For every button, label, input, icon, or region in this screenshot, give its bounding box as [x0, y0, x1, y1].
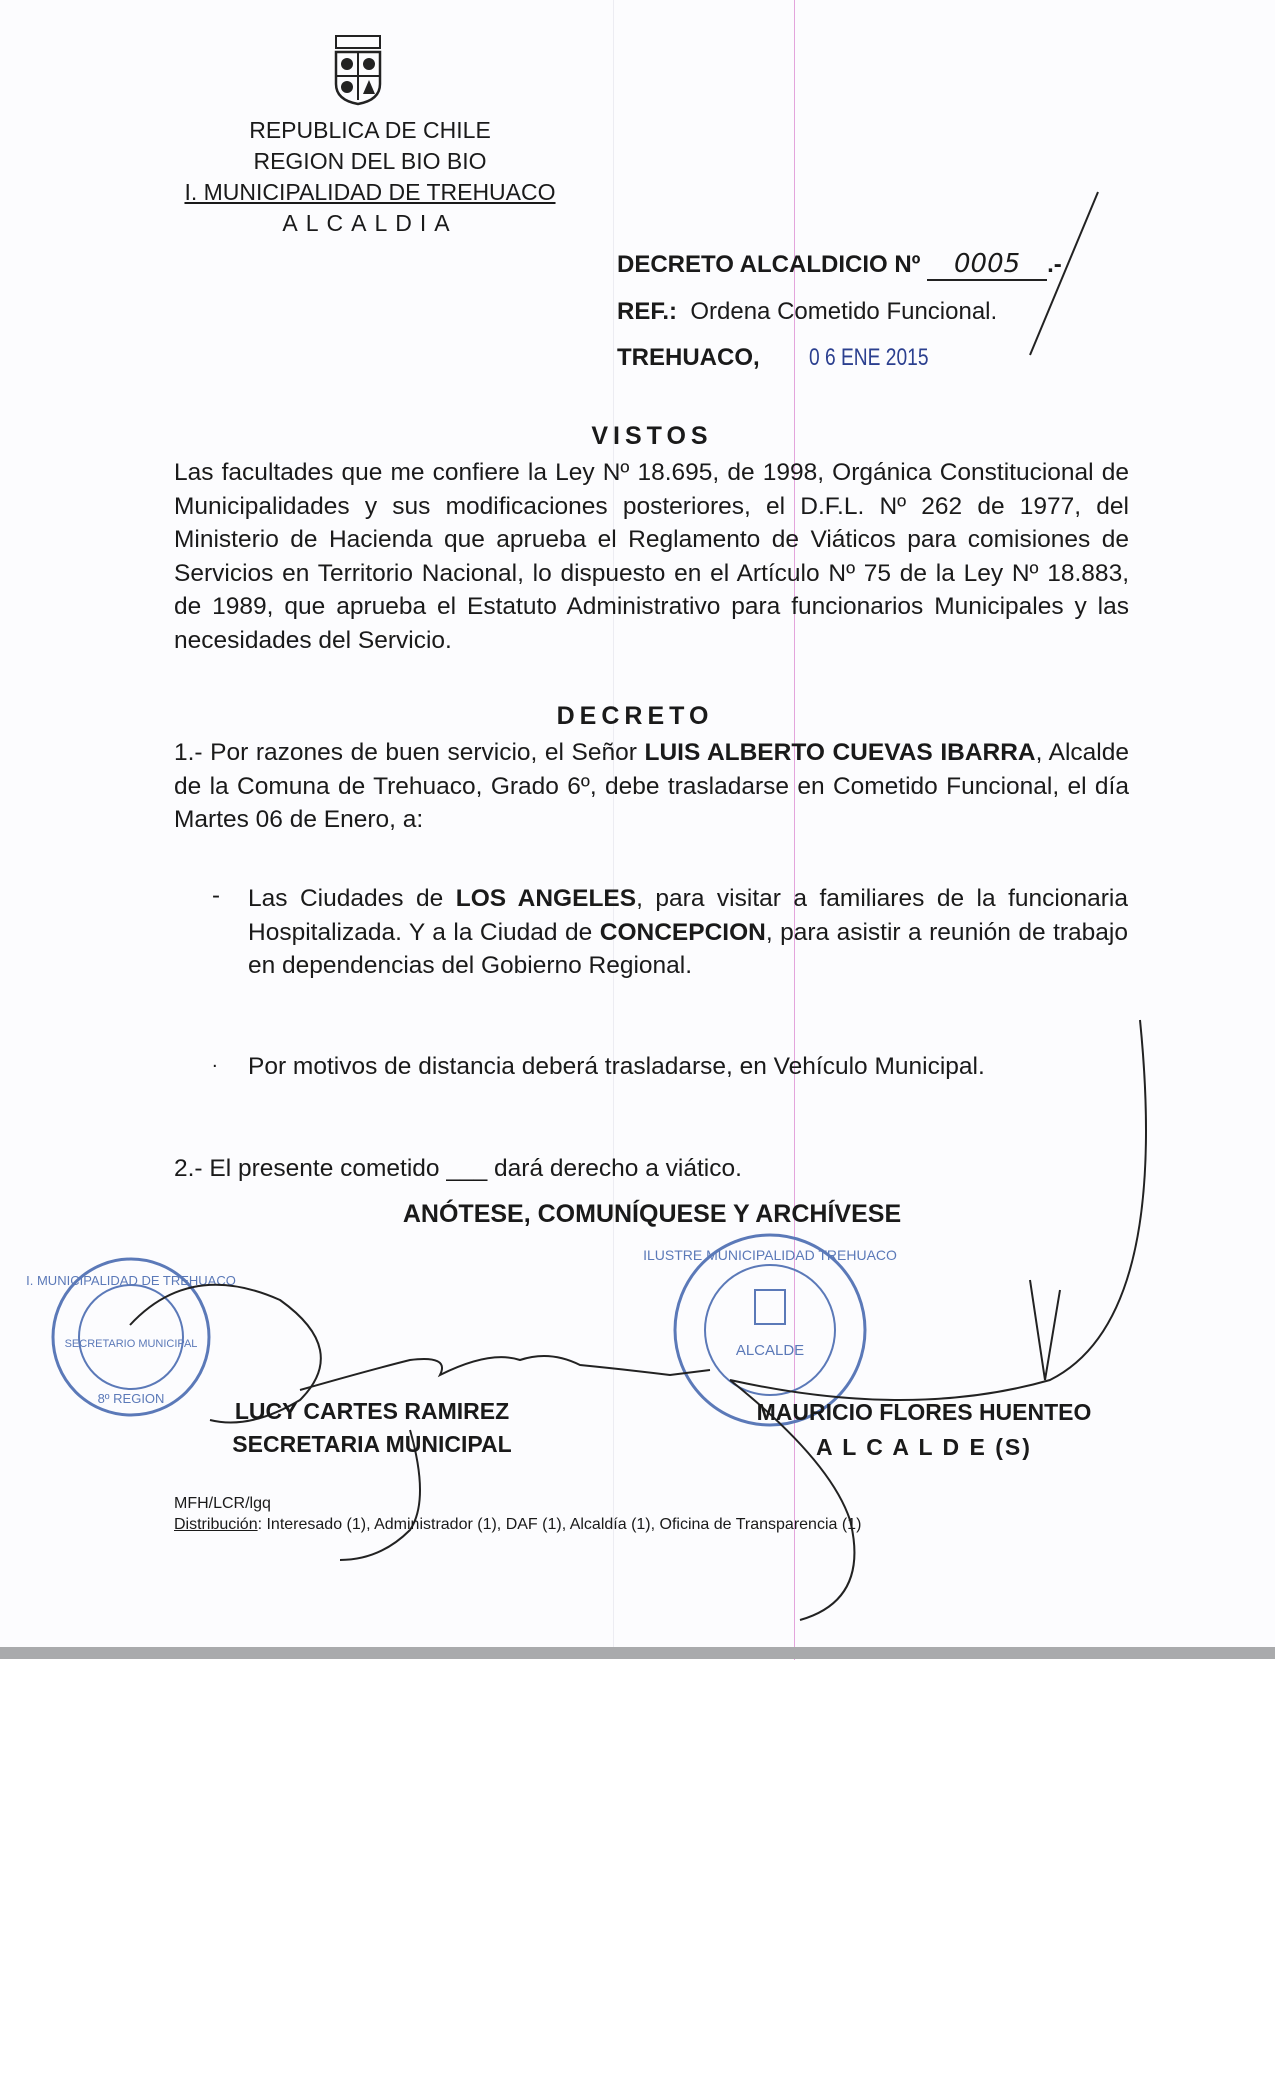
decree-title [617, 249, 1062, 281]
left-signatory-title: SECRETARIA MUNICIPAL [232, 1431, 512, 1457]
right-signatory-name: MAURICIO FLORES HUENTEO [756, 1399, 1092, 1425]
decree-ref [617, 298, 997, 326]
closing-formula: ANÓTESE, COMUNÍQUESE Y ARCHÍVESE [402, 1200, 902, 1228]
bullet-dash-1: - [212, 882, 220, 909]
bullet-item-2: Por motivos de distancia deberá trasladarse, en Vehículo Municipal. [248, 1053, 985, 1080]
bullet1-c: , para asistir a reunión de trabajo en dependencias del Gobierno Regional. [248, 918, 1128, 979]
date-stamp: 0 6 ENE 2015 [809, 344, 929, 371]
p1-name: LUIS ALBERTO CUEVAS IBARRA [644, 739, 1036, 766]
header-office: ALCALDIA [282, 210, 458, 236]
footer-distribution [174, 1516, 861, 1534]
bullet1-a: Las Ciudades de [248, 885, 456, 912]
right-seal-center: ALCALDE [735, 1342, 805, 1359]
right-seal-ring: ILUSTRE MUNICIPALIDAD TREHUACO [643, 1247, 897, 1263]
decree-number-suffix: .- [1047, 251, 1062, 278]
decreto-heading: DECRETO [556, 702, 714, 730]
header-municipality: I. MUNICIPALIDAD DE TREHUACO [184, 179, 556, 205]
vistos-text: Las facultades que me confiere la Ley Nº 18.695, de 1998, Orgánica Constitucional de Municipalidades y sus modificaciones posteriores, el D.F.L. Nº 262 de 1977, del Ministerio de Hacienda que aprueba el Reglamento de Viáticos para comisiones de Servicios en Territorio Nacional, lo dispuesto en el Artículo Nº 75 de la Ley Nº 18.883, de 1989, que aprueba el Estatuto Administrativo para funcionarios Municipales y las necesidades del Servicio. [174, 459, 1129, 654]
decree-number: 0005 [927, 249, 1047, 281]
place-label: TREHUACO, [617, 344, 760, 371]
decree-place-date [617, 344, 944, 372]
bullet1-city1: LOS ANGELES [455, 885, 637, 912]
bullet-item-1 [248, 882, 1128, 983]
distribution-text: : Interesado (1), Administrador (1), DAF (1), Alcaldía (1), Oficina de Transparencia (1) [257, 1516, 862, 1533]
left-seal-ring: I. MUNICIPALIDAD DE TREHUACO [26, 1273, 236, 1288]
header-country: REPUBLICA DE CHILE [249, 117, 491, 143]
vistos-heading: VISTOS [591, 422, 713, 450]
distribution-label: Distribución [174, 1516, 258, 1533]
decreto-paragraph-2: 2.- El presente cometido ___ dará derecho a viático. [174, 1155, 742, 1182]
p1-start: 1.- Por razones de buen servicio, el Señor [174, 739, 645, 766]
signature-strokes [110, 1020, 1190, 1640]
handwritten-slash [1020, 190, 1100, 360]
p1-end: , Alcalde de la Comuna de Trehuaco, Grado 6º, debe trasladarse en Cometido Funcional, el día Martes 06 de Enero, a: [174, 739, 1130, 833]
bullet-dash-2: . [212, 1050, 218, 1072]
right-signatory-title: A L C A L D E (S) [816, 1434, 1032, 1460]
decree-title-label: DECRETO ALCALDICIO Nº [617, 251, 921, 278]
bullet1-city2: CONCEPCION [599, 918, 766, 946]
decreto-paragraph-1 [174, 736, 1129, 837]
page-edge [0, 1647, 1275, 1659]
left-seal-center: SECRETARIO MUNICIPAL [64, 1338, 198, 1350]
left-seal-bottom: 8º REGION [97, 1391, 165, 1406]
footer-initials: MFH/LCR/lgq [174, 1495, 271, 1512]
ref-label: REF.: [617, 298, 677, 325]
left-signatory-name: LUCY CARTES RAMIREZ [234, 1398, 510, 1424]
municipal-crest-icon [328, 34, 388, 106]
ref-text: Ordena Cometido Funcional. [690, 298, 998, 325]
bullet1-b: , para visitar a familiares de la funcionaria Hospitalizada. Y a la Ciudad de [248, 885, 1128, 946]
header-region: REGION DEL BIO BIO [253, 148, 487, 174]
